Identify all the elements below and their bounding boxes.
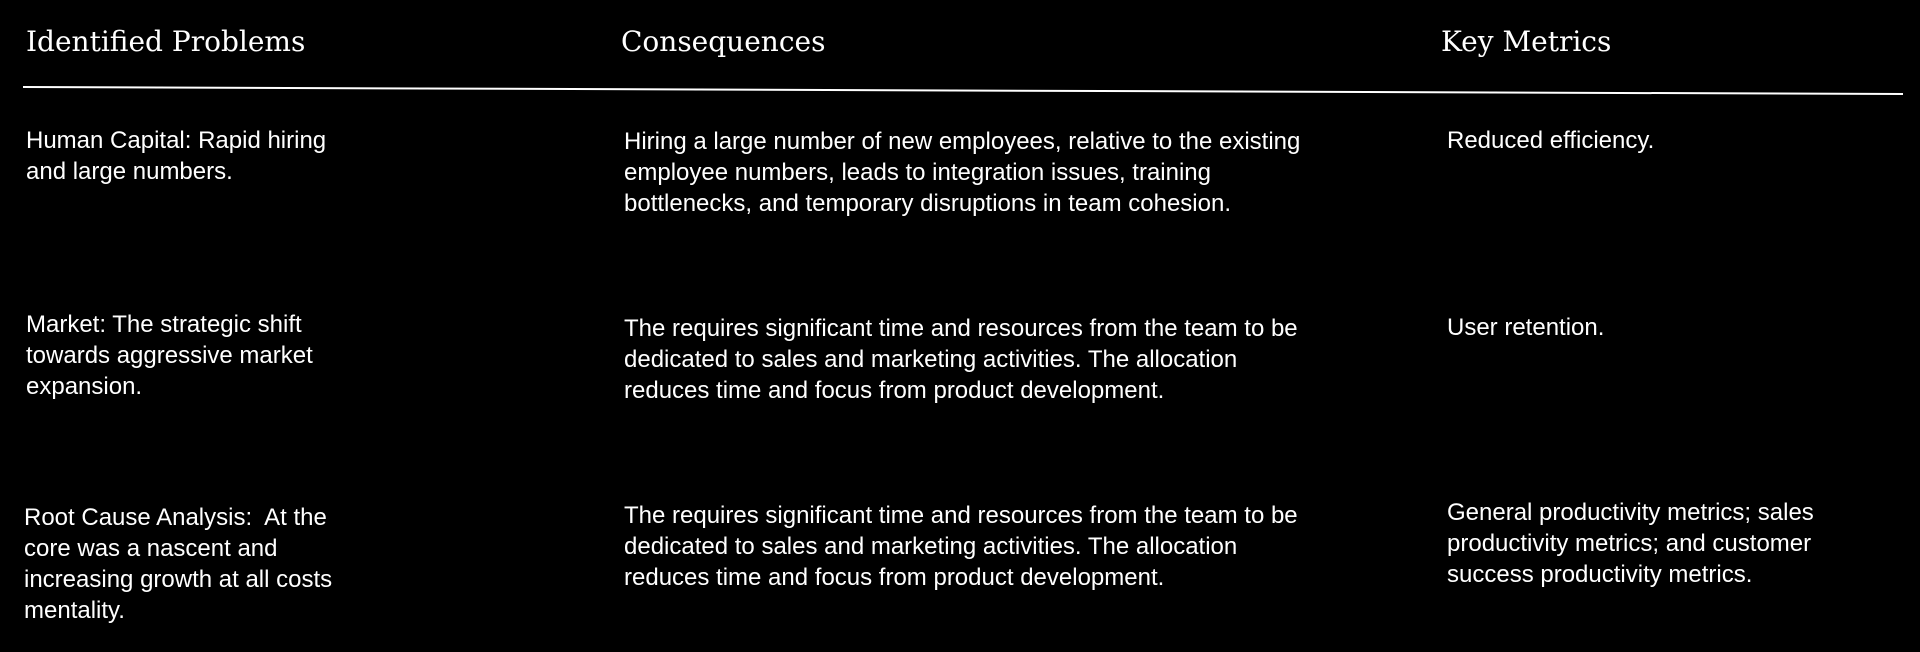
problem-cell: Market: The strategic shift towards aggressive market expansion. — [26, 311, 320, 400]
consequence-cell: The requires significant time and resources from the team to be dedicated to sales and marketing activities. The allocation reduces time and focus from product development. — [624, 315, 1305, 404]
consequence-cell: The requires significant time and resources from the team to be dedicated to sales and marketing activities. The allocation reduces time and focus from product development. — [624, 502, 1305, 591]
consequence-cell: Hiring a large number of new employees, relative to the existing employee numbers, leads to integration issues, training bottlenecks, and temporary disruptions in team cohesion. — [624, 128, 1308, 217]
header-consequences: Consequences — [621, 25, 826, 58]
problem-cell: Root Cause Analysis: At the core was a nascent and increasing growth at all costs mentality. — [24, 504, 339, 624]
header-identified-problems: Identified Problems — [26, 25, 306, 58]
problem-cell: Human Capital: Rapid hiring and large numbers. — [26, 127, 333, 185]
metric-cell: General productivity metrics; sales productivity metrics; and customer success productivity metrics. — [1447, 499, 1821, 588]
metric-cell: User retention. — [1447, 314, 1605, 341]
header-key-metrics: Key Metrics — [1441, 25, 1612, 58]
metric-cell: Reduced efficiency. — [1447, 127, 1655, 154]
